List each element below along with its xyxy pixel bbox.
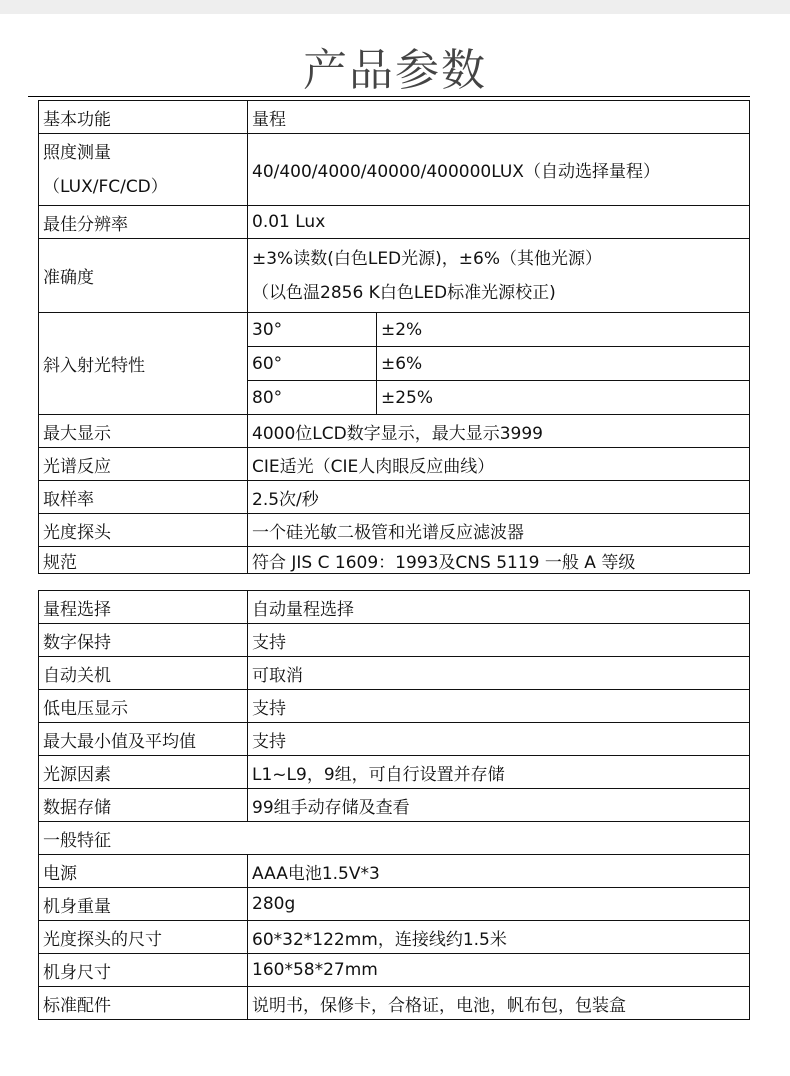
row-value: 4000位LCD数字显示，最大显示3999 — [248, 415, 750, 448]
angle-value: ±6% — [377, 347, 750, 381]
row-label: 标准配件 — [39, 987, 248, 1020]
angle-value: ±25% — [381, 387, 434, 408]
table-row — [39, 954, 750, 987]
value-line: （以色温2856 K白色LED标准光源校正) — [252, 282, 556, 303]
row-value: 可取消 — [248, 657, 750, 690]
row-label: 低电压显示 — [39, 690, 248, 723]
row-value: 160*58*27mm — [248, 954, 750, 987]
angle-row — [248, 381, 749, 415]
table-row — [39, 888, 750, 921]
table-row — [39, 481, 750, 514]
row-label: 量程选择 — [39, 591, 248, 624]
title-divider — [28, 96, 750, 97]
table-row — [39, 415, 750, 448]
page-title: 产品参数 — [303, 45, 487, 96]
row-value — [248, 239, 750, 313]
row-value: 支持 — [248, 624, 750, 657]
angle-subtable — [248, 313, 749, 414]
table-row — [39, 514, 750, 547]
row-value: 说明书，保修卡，合格证，电池，帆布包，包装盒 — [248, 987, 750, 1020]
row-value: 自动量程选择 — [248, 591, 750, 624]
row-value: 量程 — [248, 101, 750, 134]
spec-table-top — [38, 100, 750, 574]
table-row — [39, 723, 750, 756]
table-row — [39, 313, 750, 415]
row-value: AAA电池1.5V*3 — [248, 855, 750, 888]
row-value: 40/400/4000/40000/400000LUX（自动选择量程） — [248, 134, 750, 206]
angle-label: 30° — [248, 313, 377, 347]
row-value: 280g — [248, 888, 750, 921]
row-label: 准确度 — [39, 239, 248, 313]
row-label: 最大显示 — [39, 415, 248, 448]
row-label: 取样率 — [39, 481, 248, 514]
row-value: 支持 — [248, 690, 750, 723]
table-row — [39, 624, 750, 657]
spec-table-bottom — [38, 590, 750, 1020]
row-value: 一个硅光敏二极管和光谱反应滤波器 — [248, 514, 750, 547]
row-label: 光度探头的尺寸 — [39, 921, 248, 954]
row-label: 最大最小值及平均值 — [39, 723, 248, 756]
label-line: 照度测量 — [43, 142, 111, 163]
row-label: 光度探头 — [39, 514, 248, 547]
angle-value: ±2% — [377, 313, 750, 347]
table-row — [39, 206, 750, 239]
angle-subtable-cell — [248, 313, 750, 415]
table-row — [39, 789, 750, 822]
row-label: 机身重量 — [39, 888, 248, 921]
row-value: 60*32*122mm，连接线约1.5米 — [248, 921, 750, 954]
label-line: （LUX/FC/CD） — [43, 176, 168, 197]
row-label: 最佳分辨率 — [39, 206, 248, 239]
row-label: 光源因素 — [39, 756, 248, 789]
section-heading: 一般特征 — [39, 822, 750, 855]
table-row — [39, 921, 750, 954]
row-label: 电源 — [39, 855, 248, 888]
angle-label: 80° — [248, 381, 377, 415]
table-row — [39, 756, 750, 789]
row-value: 0.01 Lux — [248, 206, 750, 239]
angle-label: 60° — [248, 347, 377, 381]
row-value: 99组手动存储及查看 — [248, 789, 750, 822]
row-label — [39, 134, 248, 206]
row-label: 数据存储 — [39, 789, 248, 822]
row-label: 基本功能 — [39, 101, 248, 134]
angle-row — [248, 347, 749, 381]
row-label: 规范 — [39, 547, 248, 574]
table-row — [39, 547, 750, 574]
row-value: 支持 — [248, 723, 750, 756]
table-row — [39, 987, 750, 1020]
angle-row — [248, 313, 749, 347]
table-row — [39, 448, 750, 481]
table-row — [39, 855, 750, 888]
table-row — [39, 822, 750, 855]
row-value: CIE适光（CIE人肉眼反应曲线） — [248, 448, 750, 481]
table-row — [39, 134, 750, 206]
value-line: ±3%读数(白色LED光源)，±6%（其他光源） — [252, 248, 602, 269]
row-value: 符合 JIS C 1609：1993及CNS 5119 一般 A 等级 — [248, 547, 750, 574]
row-label: 数字保持 — [39, 624, 248, 657]
row-label: 斜入射光特性 — [39, 313, 248, 415]
row-value: 2.5次/秒 — [248, 481, 750, 514]
row-label: 光谱反应 — [39, 448, 248, 481]
table-row — [39, 591, 750, 624]
table-row — [39, 239, 750, 313]
table-row — [39, 101, 750, 134]
row-label: 自动关机 — [39, 657, 248, 690]
row-label: 机身尺寸 — [39, 954, 248, 987]
table-row — [39, 657, 750, 690]
row-value: L1~L9，9组，可自行设置并存储 — [248, 756, 750, 789]
table-row — [39, 690, 750, 723]
